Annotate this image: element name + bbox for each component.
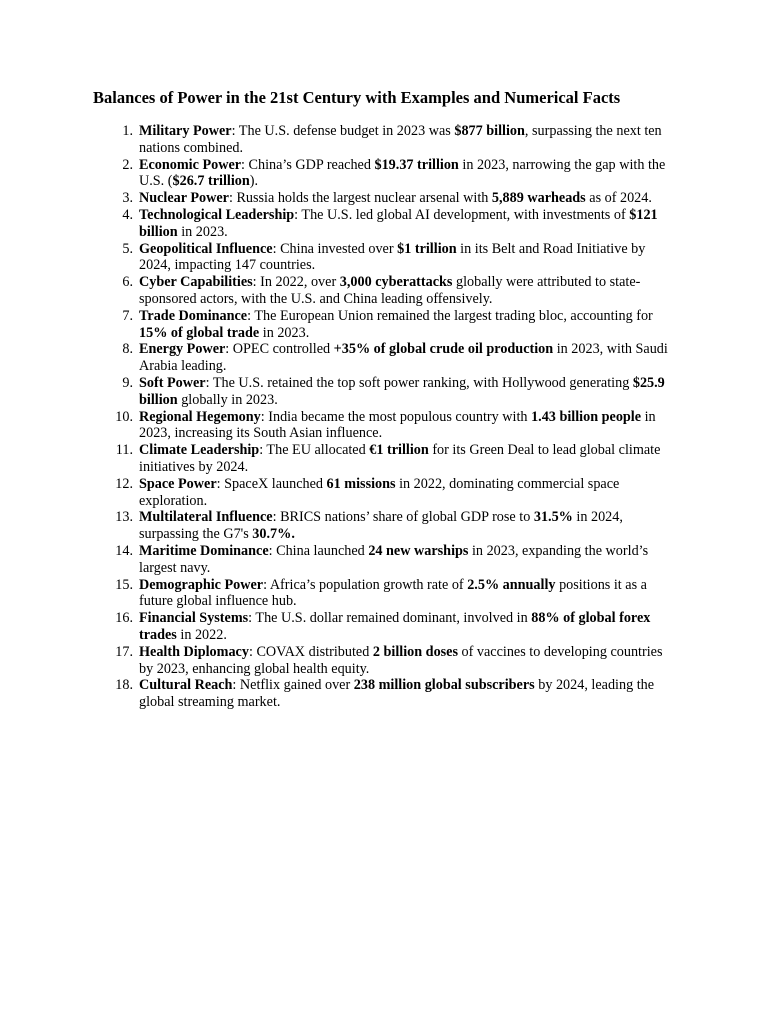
list-item bbox=[115, 576, 679, 611]
list-item-text-segment: for its Green Deal to lead global climate initiatives by 2024. bbox=[139, 442, 661, 475]
list-item-number: 11. bbox=[115, 442, 133, 459]
list-item-number: 15. bbox=[115, 576, 133, 593]
list-item bbox=[122, 206, 679, 241]
list-item-text-segment: : BRICS nations’ share of global GDP rose to bbox=[272, 509, 534, 526]
list-item bbox=[122, 274, 679, 308]
list-item-number: 4. bbox=[122, 206, 133, 223]
list-item bbox=[115, 677, 679, 711]
list-item-category: Trade Dominance bbox=[139, 307, 248, 324]
list-item bbox=[115, 643, 679, 678]
list-item-category: Cultural Reach bbox=[139, 677, 233, 694]
list-item-category: Technological Leadership bbox=[139, 206, 295, 223]
list-item bbox=[115, 442, 679, 476]
list-item-figure: $1 trillion bbox=[397, 240, 457, 257]
list-item bbox=[122, 341, 679, 375]
list-item bbox=[115, 408, 679, 443]
list-item-figure: €1 trillion bbox=[369, 442, 429, 459]
list-item-text-segment: : The U.S. defense budget in 2023 was bbox=[231, 123, 455, 139]
list-item-category: Energy Power bbox=[139, 341, 226, 358]
list-item-text-segment: as of 2024. bbox=[585, 190, 652, 207]
list-item-text-segment: : SpaceX launched bbox=[216, 475, 327, 492]
list-item-number: 16. bbox=[115, 610, 133, 627]
list-item-text-segment: in 2022, dominating commercial space exploration. bbox=[139, 475, 620, 509]
list-item-text-segment: ). bbox=[249, 173, 259, 190]
list-item-text-segment: globally in 2023. bbox=[177, 391, 278, 408]
list-item-category: Demographic Power bbox=[139, 576, 264, 593]
list-item-figure: 238 million global subscribers bbox=[353, 677, 535, 694]
list-item-category: Financial Systems bbox=[139, 610, 249, 627]
list-item-text-segment: : In 2022, over bbox=[252, 274, 340, 291]
list-item-text-segment: in 2023, narrowing the gap with the U.S. ( bbox=[139, 156, 666, 190]
list-item-number: 2. bbox=[122, 156, 133, 173]
list-item-text-segment: : Netflix gained over bbox=[232, 677, 354, 694]
list-item-category: Health Diplomacy bbox=[139, 643, 249, 660]
list-item-figure: 3,000 cyberattacks bbox=[339, 274, 453, 291]
list-item-number: 8. bbox=[122, 341, 133, 358]
list-item-number: 5. bbox=[122, 240, 133, 257]
list-item-number: 7. bbox=[122, 307, 133, 324]
list-item bbox=[115, 475, 679, 510]
list-item-text-segment: in 2023, increasing its South Asian influence. bbox=[139, 408, 656, 442]
list-item-text-segment: : Africa’s population growth rate of bbox=[263, 576, 468, 593]
list-item-text-segment: in 2023. bbox=[259, 324, 310, 341]
list-item bbox=[122, 240, 679, 275]
list-item-text-segment: : COVAX distributed bbox=[248, 643, 373, 660]
document-title: Balances of Power in the 21st Century with Examples and Numerical Facts bbox=[93, 88, 621, 107]
facts-list bbox=[115, 123, 679, 711]
list-item-text-segment: : The U.S. led global AI development, with investments of bbox=[294, 206, 630, 223]
list-item bbox=[115, 509, 679, 543]
list-item-figure: 1.43 billion people bbox=[531, 408, 642, 425]
list-item-text-segment: in 2023, expanding the world’s largest navy. bbox=[139, 542, 649, 576]
list-item-text-segment: , surpassing the next ten nations combined. bbox=[139, 123, 662, 156]
list-item-category: Nuclear Power bbox=[139, 190, 229, 207]
list-item-number: 6. bbox=[122, 274, 133, 291]
list-item-category: Maritime Dominance bbox=[139, 542, 269, 559]
list-item-text-segment: : China’s GDP reached bbox=[241, 156, 375, 173]
list-item-text-segment: : OPEC controlled bbox=[225, 341, 334, 358]
list-item-number: 12. bbox=[115, 475, 133, 492]
list-item-figure: $19.37 trillion bbox=[374, 156, 459, 173]
list-item-text-segment: : China launched bbox=[268, 542, 369, 559]
list-item bbox=[122, 190, 679, 207]
list-item-number: 13. bbox=[115, 509, 133, 526]
list-item-text bbox=[139, 375, 665, 408]
list-item-figure: $121 billion bbox=[139, 206, 658, 240]
list-item bbox=[122, 123, 679, 157]
list-item-number: 14. bbox=[115, 542, 133, 559]
list-item-figure: +35% of global crude oil production bbox=[333, 341, 554, 358]
list-item bbox=[115, 542, 679, 577]
list-item-text-segment: in 2023, with Saudi Arabia leading. bbox=[139, 341, 668, 375]
list-item bbox=[122, 307, 679, 342]
list-item-text-segment: : Russia holds the largest nuclear arsenal with bbox=[228, 190, 492, 207]
list-item-figure: 2.5% annually bbox=[467, 576, 556, 593]
list-item-category: Geopolitical Influence bbox=[139, 240, 273, 257]
list-item-figure: $25.9 billion bbox=[139, 374, 665, 408]
list-item-number: 3. bbox=[122, 190, 133, 207]
list-item-category: Multilateral Influence bbox=[139, 509, 273, 526]
list-item-category: Soft Power bbox=[139, 374, 206, 391]
list-item-text-segment: globally were attributed to state-sponsored actors, with the U.S. and China leading offensively. bbox=[139, 274, 641, 307]
list-item-number: 18. bbox=[115, 677, 133, 694]
list-item-figure: $26.7 trillion bbox=[172, 173, 250, 190]
list-item-text-segment: : The U.S. dollar remained dominant, involved in bbox=[248, 610, 532, 627]
list-item-category: Climate Leadership bbox=[139, 442, 260, 459]
list-item-text-segment: positions it as a future global influence hub. bbox=[139, 576, 647, 610]
list-item-category: Cyber Capabilities bbox=[139, 274, 253, 291]
list-item-text bbox=[229, 190, 652, 206]
list-item-text-segment: in 2023. bbox=[177, 223, 228, 240]
list-item-category: Economic Power bbox=[139, 156, 242, 173]
list-item-number: 9. bbox=[122, 374, 133, 391]
list-item-text-segment: : India became the most populous country with bbox=[260, 408, 532, 425]
list-item-text-segment: in 2022. bbox=[176, 626, 227, 643]
list-item-figure: 2 billion doses bbox=[372, 643, 458, 660]
list-item-category: Military Power bbox=[139, 123, 232, 139]
list-item-figure: 30.7%. bbox=[252, 526, 295, 543]
list-item-number: 17. bbox=[115, 643, 133, 660]
list-item bbox=[122, 156, 679, 191]
list-item-figure: 15% of global trade bbox=[139, 324, 260, 341]
list-item-figure: 31.5% bbox=[533, 509, 573, 526]
list-item bbox=[122, 374, 679, 409]
list-item-category: Regional Hegemony bbox=[139, 408, 261, 425]
list-item-number: 10. bbox=[115, 408, 133, 425]
list-item-text-segment: by 2024, leading the global streaming market. bbox=[139, 677, 655, 711]
list-item-category: Space Power bbox=[139, 475, 217, 492]
list-item bbox=[115, 610, 679, 644]
list-item-number: 1. bbox=[122, 123, 133, 139]
list-item-figure: 88% of global forex trades bbox=[139, 610, 651, 643]
list-item-text-segment: in 2024, surpassing the G7's bbox=[139, 509, 623, 543]
list-item-text-segment: of vaccines to developing countries by 2023, enhancing global health equity. bbox=[139, 643, 663, 677]
list-item-text-segment: : The European Union remained the largest trading bloc, accounting for bbox=[247, 307, 653, 324]
list-item-text-segment: : The EU allocated bbox=[259, 442, 370, 459]
list-item-text-segment: : China invested over bbox=[272, 240, 398, 257]
list-item-text-segment: : The U.S. retained the top soft power ranking, with Hollywood generating bbox=[205, 374, 633, 391]
list-item-figure: $877 billion bbox=[454, 123, 525, 139]
list-item-text-segment: in its Belt and Road Initiative by 2024, impacting 147 countries. bbox=[139, 240, 646, 274]
list-item-figure: 24 new warships bbox=[368, 542, 469, 559]
list-item-figure: 61 missions bbox=[326, 475, 396, 492]
list-item-figure: 5,889 warheads bbox=[491, 190, 586, 207]
